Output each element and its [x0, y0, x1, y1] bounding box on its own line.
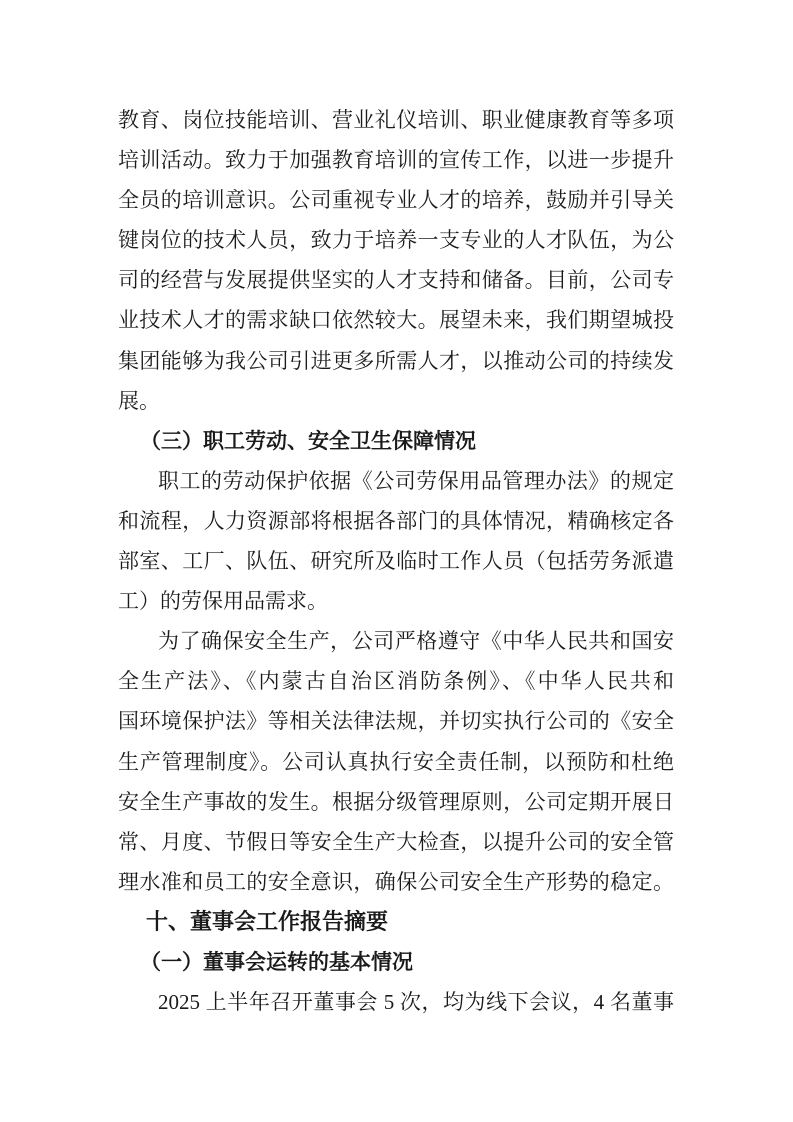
body-line: 展。: [118, 388, 160, 413]
body-line: 培训活动。致力于加强教育培训的宣传工作，以进一步提升: [118, 148, 674, 173]
heading-labor-safety: （三）职工劳动、安全卫生保障情况: [140, 428, 476, 453]
body-line: 教育、岗位技能培训、营业礼仪培训、职业健康教育等多项: [118, 108, 674, 132]
body-line: 全员的培训意识。公司重视专业人才的培养，鼓励并引导关: [118, 188, 674, 213]
body-line: 常、月度、节假日等安全生产大检查，以提升公司的安全管: [118, 829, 674, 854]
body-line: 安全生产事故的发生。根据分级管理原则，公司定期开展日: [118, 789, 674, 814]
body-line: 工）的劳保用品需求。: [118, 589, 328, 614]
body-line: 理水准和员工的安全意识，确保公司安全生产形势的稳定。: [118, 869, 674, 894]
body-line: 业技术人才的需求缺口依然较大。展望未来，我们期望城投: [118, 308, 674, 333]
body-line: 司的经营与发展提供坚实的人才支持和储备。目前，公司专: [118, 268, 674, 293]
body-line: 职工的劳动保护依据《公司劳保用品管理办法》的规定: [158, 468, 674, 493]
body-line: 全生产法》、《内蒙古自治区消防条例》、《中华人民共和: [118, 669, 674, 694]
body-line: 生产管理制度》。公司认真执行安全责任制，以预防和杜绝: [118, 749, 674, 774]
body-line: 为了确保安全生产，公司严格遵守《中华人民共和国安: [158, 629, 674, 654]
body-line: 集团能够为我公司引进更多所需人才，以推动公司的持续发: [118, 348, 674, 373]
body-line: 国环境保护法》等相关法律法规，并切实执行公司的《安全: [118, 709, 674, 734]
body-line: 键岗位的技术人员，致力于培养一支专业的人才队伍，为公: [118, 228, 674, 253]
body-line: 2025 上半年召开董事会 5 次，均为线下会议，4 名董事: [158, 990, 674, 1015]
heading-board-report: 十、董事会工作报告摘要: [146, 908, 389, 934]
heading-board-operation: （一）董事会运转的基本情况: [140, 949, 413, 974]
body-line: 和流程，人力资源部将根据各部门的具体情况，精确核定各: [118, 508, 674, 533]
document-body: [118, 100, 674, 1022]
body-line: 部室、工厂、队伍、研究所及临时工作人员（包括劳务派遣: [118, 549, 674, 574]
